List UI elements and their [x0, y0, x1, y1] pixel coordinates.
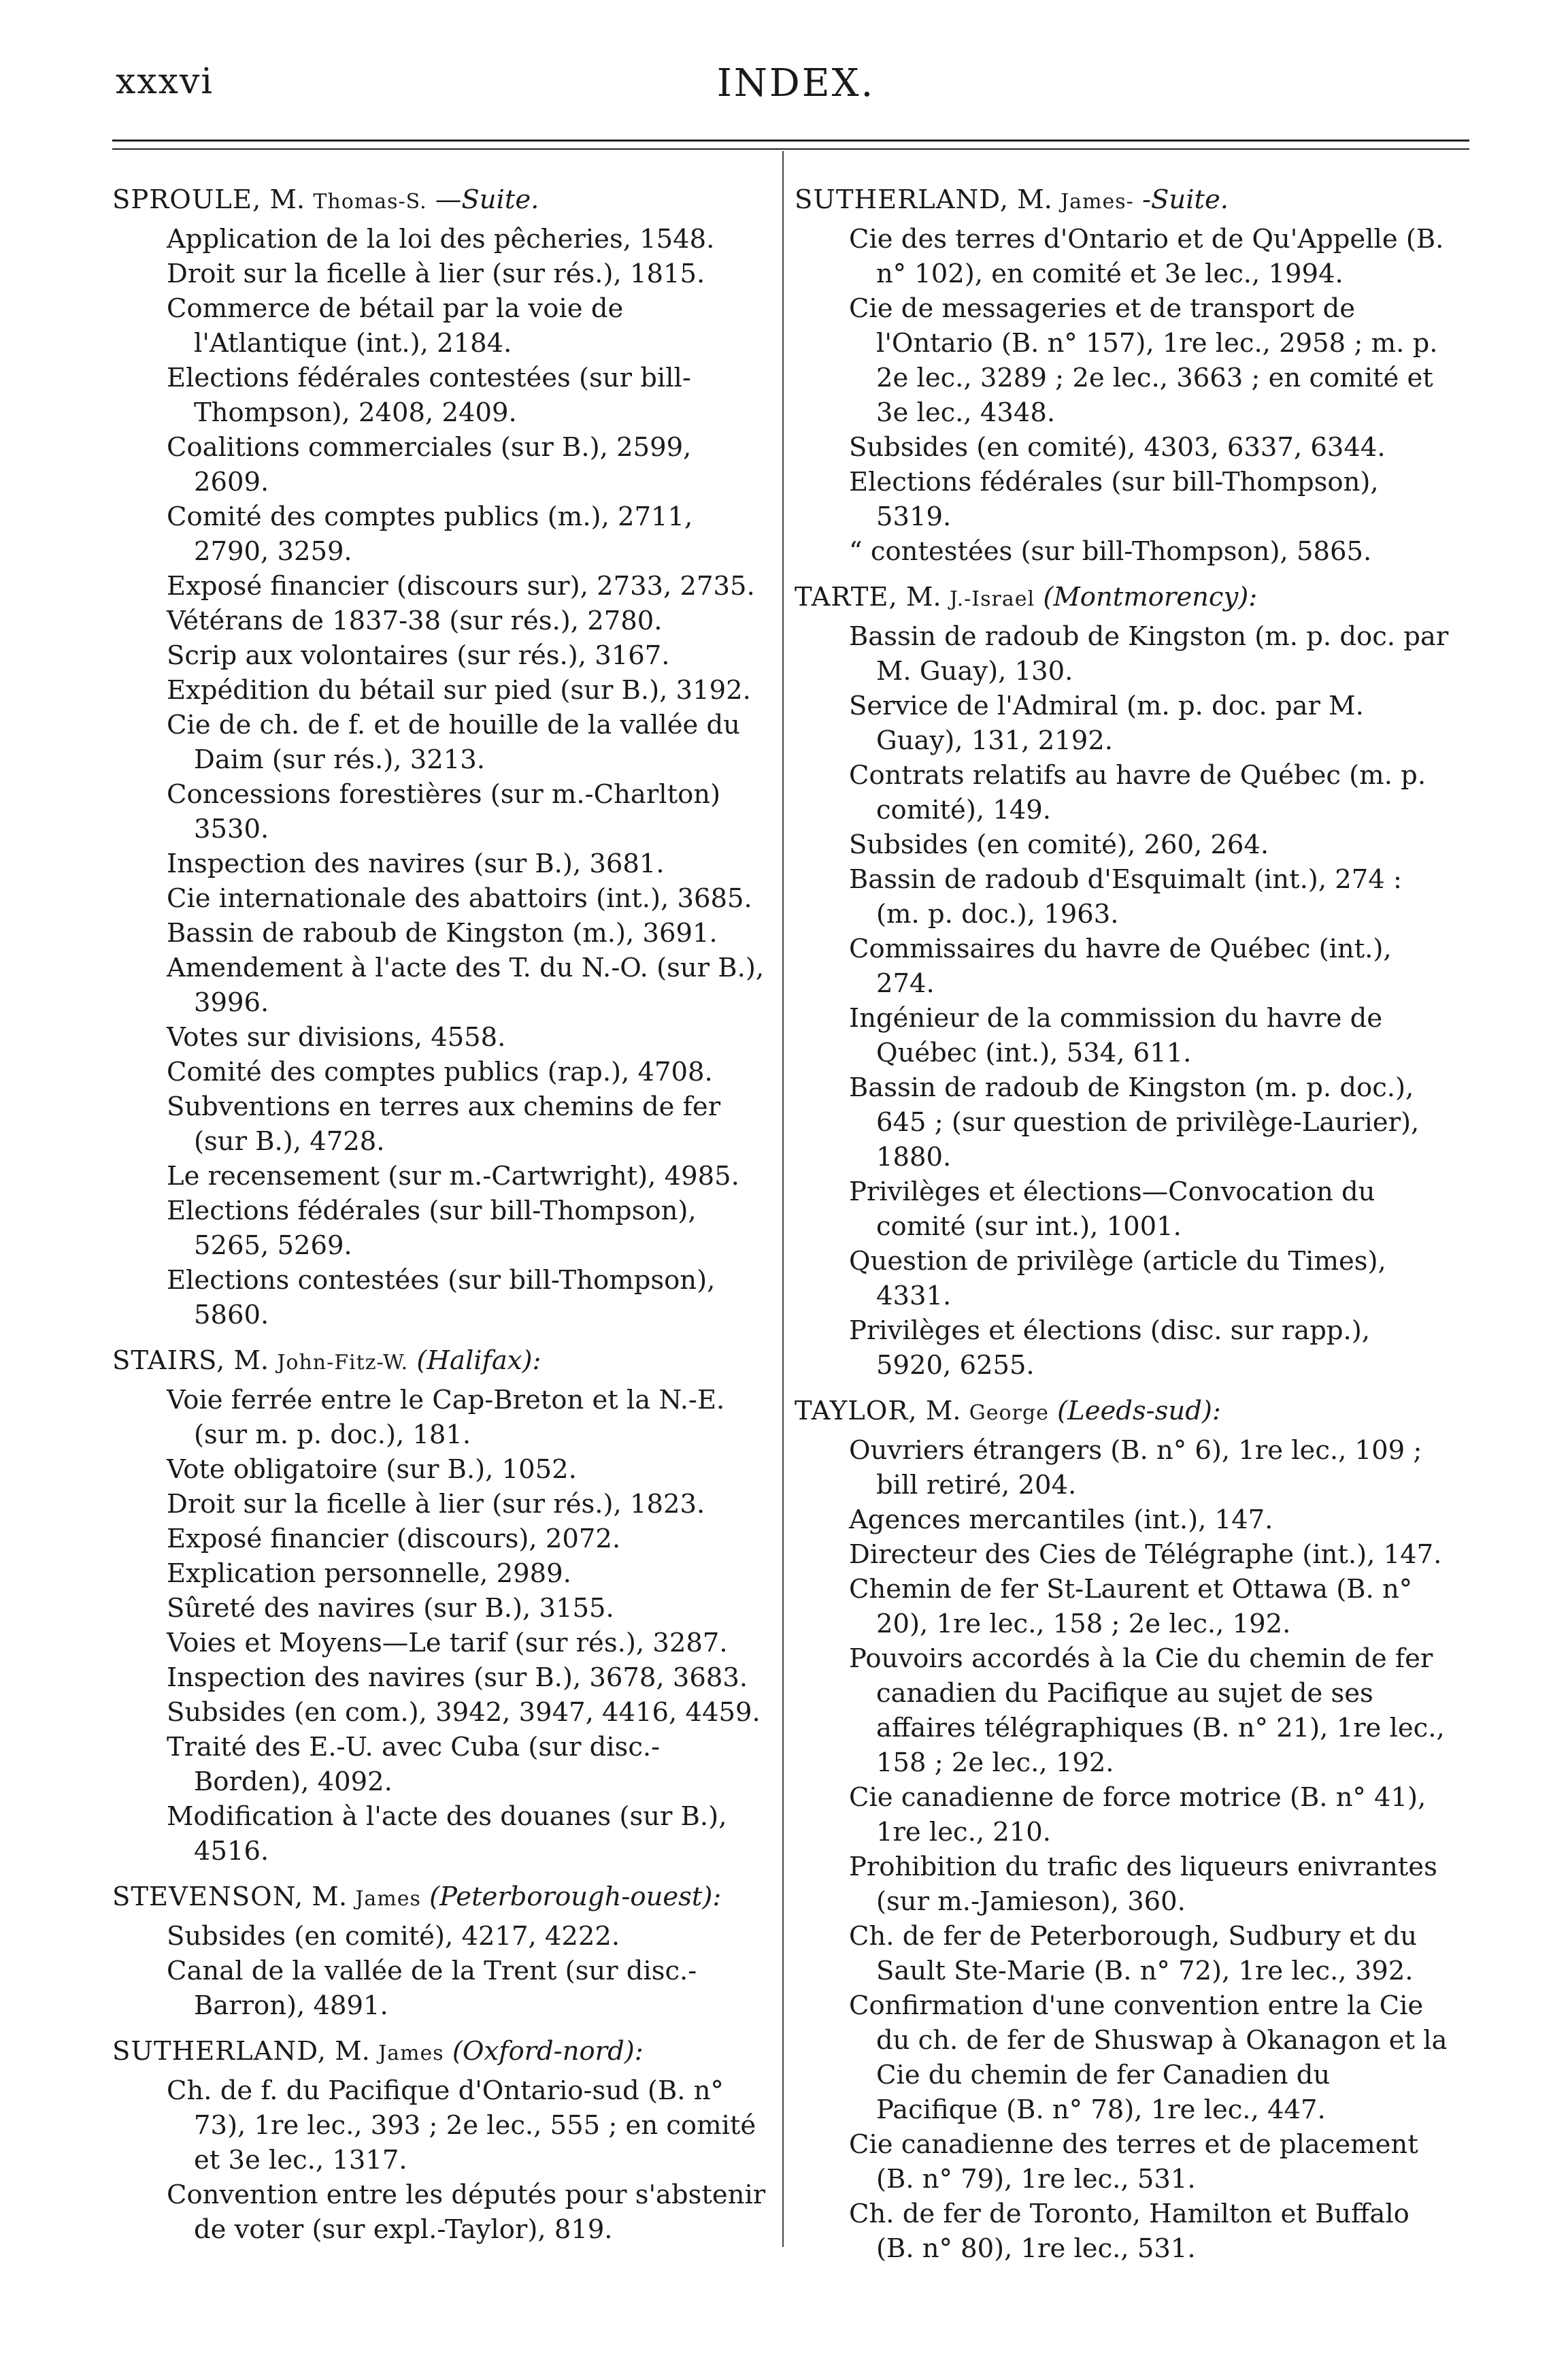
index-item: Cie des terres d'Ontario et de Qu'Appelle (B. n° 102), en comité et 3e lec., 1994. [849, 224, 1444, 289]
entry-honorific: M. [233, 1345, 269, 1376]
index-entry [795, 1394, 1451, 2266]
entry-given-name: Thomas-S. [313, 190, 427, 214]
index-item: Cie canadienne des terres et de placement (B. n° 79), 1re lec., 531. [849, 2129, 1418, 2195]
index-item: Coalitions commerciales (sur B.), 2599, 2609. [167, 432, 692, 497]
header-rule [112, 139, 1469, 142]
index-item: Comité des comptes publics (m.), 2711, 2790, 3259. [167, 502, 693, 567]
index-item: Elections fédérales (sur bill-Thompson), 5265, 5269. [167, 1196, 697, 1261]
index-item: Subventions en terres aux chemins de fer (sur B.), 4728. [167, 1091, 721, 1157]
entry-surname: SUTHERLAND, [112, 2036, 327, 2067]
index-item: Droit sur la ficelle à lier (sur rés.), 1815. [167, 259, 705, 289]
index-item: Service de l'Admiral (m. p. doc. par M. Guay), 131, 2192. [849, 691, 1364, 756]
entry-honorific: M. [269, 184, 305, 215]
entry-honorific: M. [1017, 184, 1052, 215]
index-item: Scrip aux volontaires (sur rés.), 3167. [167, 640, 670, 671]
index-item: Elections contestées (sur bill-Thompson), 5860. [167, 1265, 716, 1330]
index-entry [112, 2034, 769, 2247]
entry-heading [112, 182, 769, 219]
index-item: Inspection des navires (sur B.), 3678, 3683. [167, 1662, 748, 1693]
index-item: Commissaires du havre de Québec (int.), 274. [849, 934, 1392, 999]
index-item: Modification à l'acte des douanes (sur B.), 4516. [167, 1801, 727, 1867]
entry-surname: TARTE, [795, 582, 898, 612]
index-item: Agences mercantiles (int.), 147. [849, 1505, 1273, 1535]
entry-surname: SPROULE, [112, 184, 262, 215]
index-item: Cie de ch. de f. et de houille de la vallée du Daim (sur rés.), 3213. [167, 710, 740, 775]
index-item: Voie ferrée entre le Cap-Breton et la N.-E. (sur m. p. doc.), 181. [167, 1385, 725, 1450]
entry-honorific: M. [905, 582, 941, 612]
index-item: Exposé financier (discours sur), 2733, 2735. [167, 571, 755, 602]
entry-given-name: James- [1061, 190, 1134, 214]
entry-heading [795, 1394, 1451, 1430]
entry-heading [112, 1879, 769, 1916]
index-item: Bassin de radoub d'Esquimalt (int.), 274 : (m. p. doc.), 1963. [849, 864, 1402, 930]
index-entry [112, 1343, 769, 1869]
index-entry [795, 182, 1451, 569]
index-item: Expédition du bétail sur pied (sur B.), 3192. [167, 675, 751, 706]
index-item: Commerce de bétail par la voie de l'Atlantique (int.), 2184. [167, 293, 624, 359]
index-item: Bassin de radoub de Kingston (m. p. doc.), 645 ; (sur question de privilège-Laurier), 1880. [849, 1072, 1420, 1172]
index-item: Amendement à l'acte des T. du N.-O. (sur B.), 3996. [167, 953, 765, 1018]
column-divider [782, 151, 784, 2247]
index-item: Bassin de raboub de Kingston (m.), 3691. [167, 918, 718, 949]
index-item: Application de la loi des pêcheries, 1548. [167, 224, 715, 254]
index-item: Cie internationale des abattoirs (int.), 3685. [167, 883, 752, 914]
right-column [795, 182, 1451, 2277]
index-item: Vote obligatoire (sur B.), 1052. [167, 1454, 577, 1485]
index-item: Exposé financier (discours), 2072. [167, 1524, 621, 1554]
index-item: Sûreté des navires (sur B.), 3155. [167, 1593, 614, 1624]
entry-honorific: M. [335, 2036, 370, 2067]
index-item: Privilèges et élections—Convocation du comité (sur int.), 1001. [849, 1177, 1375, 1242]
index-item: Traité des E.-U. avec Cuba (sur disc.-Borden), 4092. [167, 1732, 661, 1797]
entry-given-name: George [969, 1401, 1049, 1425]
index-item: Vétérans de 1837-38 (sur rés.), 2780. [167, 606, 663, 636]
index-item: Contrats relatifs au havre de Québec (m. p. comité), 149. [849, 760, 1427, 825]
entry-heading [112, 2034, 769, 2071]
entry-qualifier: (Peterborough-ouest): [429, 1882, 722, 1912]
index-item: Elections fédérales (sur bill-Thompson), 5319. [849, 467, 1379, 532]
entry-qualifier: -Suite. [1142, 184, 1229, 215]
entry-given-name: John-Fitz-W. [277, 1351, 409, 1375]
index-item: Votes sur divisions, 4558. [167, 1022, 506, 1053]
index-item: Concessions forestières (sur m.-Charlton) 3530. [167, 779, 721, 844]
entry-given-name: James [378, 2041, 444, 2065]
index-item: Chemin de fer St-Laurent et Ottawa (B. n° 20), 1re lec., 158 ; 2e lec., 192. [849, 1574, 1413, 1639]
index-entry [112, 182, 769, 1332]
entry-qualifier: —Suite. [435, 184, 539, 215]
index-item: Droit sur la ficelle à lier (sur rés.), 1823. [167, 1489, 705, 1519]
page-number: xxxvi [116, 61, 214, 102]
index-item: Ch. de fer de Toronto, Hamilton et Buffalo (B. n° 80), 1re lec., 531. [849, 2199, 1409, 2264]
index-item: Directeur des Cies de Télégraphe (int.), 147. [849, 1539, 1442, 1570]
index-entry [112, 1879, 769, 2023]
entry-qualifier: (Montmorency): [1043, 582, 1258, 612]
entry-given-name: James [355, 1887, 421, 1911]
index-item: Canal de la vallée de la Trent (sur disc.-Barron), 4891. [167, 1956, 697, 2021]
index-item: Voies et Moyens—Le tarif (sur rés.), 3287. [167, 1628, 728, 1658]
index-item: Confirmation d'une convention entre la Cie du ch. de fer de Shuswap à Okanagon et la Cie du chemin de fer Canadien du Pacifique (B. n° 78), 1re lec., 447. [849, 1990, 1448, 2125]
entry-honorific: M. [925, 1396, 961, 1426]
entry-surname: SUTHERLAND, [795, 184, 1009, 215]
index-item: Cie canadienne de force motrice (B. n° 41), 1re lec., 210. [849, 1782, 1427, 1847]
index-item: Bassin de radoub de Kingston (m. p. doc. par M. Guay), 130. [849, 621, 1449, 687]
entry-surname: STEVENSON, [112, 1882, 304, 1912]
index-item: Question de privilège (article du Times), 4331. [849, 1246, 1386, 1311]
entry-qualifier: (Leeds-sud): [1057, 1396, 1221, 1426]
index-item: Inspection des navires (sur B.), 3681. [167, 849, 665, 879]
index-item: Ouvriers étrangers (B. n° 6), 1re lec., 109 ; bill retiré, 204. [849, 1435, 1422, 1500]
index-item: Cie de messageries et de transport de l'Ontario (B. n° 157), 1re lec., 2958 ; m. p. 2e lec., 3289 ; 2e lec., 3663 ; en comité et 3e lec., 4348. [849, 293, 1438, 428]
entry-given-name: J.-Israel [949, 587, 1035, 611]
entry-honorific: M. [312, 1882, 348, 1912]
index-item: Ch. de f. du Pacifique d'Ontario-sud (B. n° 73), 1re lec., 393 ; 2e lec., 555 ; en comité et 3e lec., 1317. [167, 2075, 756, 2175]
index-item: Subsides (en comité), 4303, 6337, 6344. [849, 432, 1386, 463]
left-column [112, 182, 769, 2258]
index-item: Elections fédérales contestées (sur bill-Thompson), 2408, 2409. [167, 363, 691, 428]
index-item: Comité des comptes publics (rap.), 4708. [167, 1057, 713, 1087]
index-item: Ch. de fer de Peterborough, Sudbury et du Sault Ste-Marie (B. n° 72), 1re lec., 392. [849, 1921, 1418, 1986]
header-rule-double [112, 148, 1469, 150]
index-item: Le recensement (sur m.-Cartwright), 4985. [167, 1161, 739, 1192]
entry-heading [795, 182, 1451, 219]
index-item: Privilèges et élections (disc. sur rapp.), 5920, 6255. [849, 1315, 1371, 1381]
entry-qualifier: (Halifax): [416, 1345, 541, 1376]
index-item: Subsides (en comité), 4217, 4222. [167, 1921, 620, 1952]
index-item: Explication personnelle, 2989. [167, 1558, 571, 1589]
index-item: Ingénieur de la commission du havre de Québec (int.), 534, 611. [849, 1003, 1383, 1068]
page-title: INDEX. [716, 61, 875, 105]
index-item: Subsides (en com.), 3942, 3947, 4416, 4459. [167, 1697, 761, 1728]
entry-surname: STAIRS, [112, 1345, 226, 1376]
index-item: “ contestées (sur bill-Thompson), 5865. [849, 536, 1372, 567]
index-item: Pouvoirs accordés à la Cie du chemin de fer canadien du Pacifique au sujet de ses affaires télégraphiques (B. n° 21), 1re lec., 158 ; 2e lec., 192. [849, 1643, 1445, 1778]
index-item: Convention entre les députés pour s'abstenir de voter (sur expl.-Taylor), 819. [167, 2180, 766, 2245]
index-item: Subsides (en comité), 260, 264. [849, 829, 1269, 860]
entry-heading [112, 1343, 769, 1380]
page-header [116, 61, 1476, 122]
entry-surname: TAYLOR, [795, 1396, 918, 1426]
entry-qualifier: (Oxford-nord): [452, 2036, 644, 2067]
index-entry [795, 580, 1451, 1383]
index-item: Prohibition du trafic des liqueurs enivrantes (sur m.-Jamieson), 360. [849, 1852, 1437, 1917]
entry-heading [795, 580, 1451, 617]
